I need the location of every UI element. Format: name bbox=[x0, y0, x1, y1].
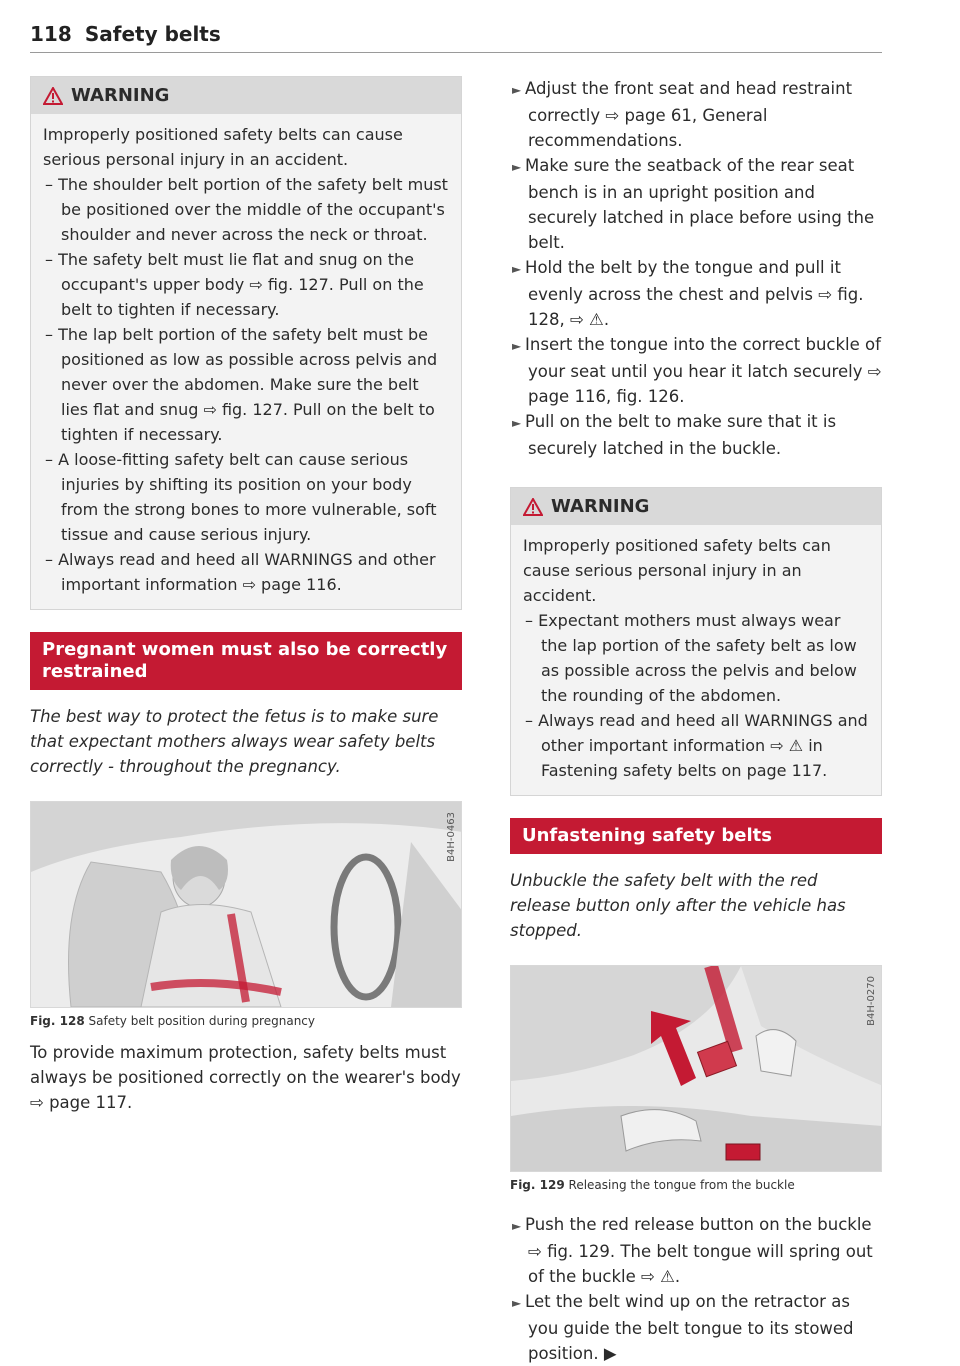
instruction-item: ► Let the belt wind up on the retractor as you guide the belt tongue to its stowed position. ▶ bbox=[512, 1292, 854, 1363]
bullet-arrow-icon: ► bbox=[512, 1296, 526, 1310]
section-title: Pregnant women must also be correctly restrained bbox=[30, 632, 462, 690]
figure-caption-text: Releasing the tongue from the buckle bbox=[568, 1178, 795, 1192]
instruction-item: ► Insert the tongue into the correct buckle of your seat until you hear it latch securely ⇨ page 116, fig. 126. bbox=[512, 335, 882, 406]
warning-item: – Expectant mothers must always wear the lap portion of the safety belt as low as possible across the pelvis and below the rounding of the abdomen. bbox=[525, 611, 857, 705]
instruction-item: ► Hold the belt by the tongue and pull it evenly across the chest and pelvis ⇨ fig. 128, ⇨ ⚠. bbox=[512, 258, 864, 329]
warning-triangle-icon bbox=[43, 87, 63, 105]
section-intro: The best way to protect the fetus is to make sure that expectant mothers always wear safety belts correctly - throughout the pregnancy. bbox=[30, 707, 439, 776]
body-text: To provide maximum protection, safety belts must always be positioned correctly on the wearer's body ⇨ page 117. bbox=[30, 1043, 461, 1112]
release-buckle-illustration bbox=[511, 966, 882, 1171]
bullet-arrow-icon: ► bbox=[512, 416, 526, 430]
warning-body bbox=[31, 114, 461, 609]
figure-code: B4H-0463 bbox=[446, 812, 457, 862]
warning-header bbox=[511, 488, 881, 525]
instruction-item: ► Push the red release button on the buckle ⇨ fig. 129. The belt tongue will spring out of the buckle ⇨ ⚠. bbox=[512, 1215, 873, 1286]
warning-item: – Always read and heed all WARNINGS and other important information ⇨ page 116. bbox=[45, 550, 436, 594]
bullet-arrow-icon: ► bbox=[512, 83, 526, 97]
instruction-list bbox=[510, 76, 882, 461]
bullet-arrow-icon: ► bbox=[512, 1219, 526, 1233]
figure-caption bbox=[510, 1172, 882, 1204]
warning-label: WARNING bbox=[551, 496, 650, 517]
instruction-item: ► Pull on the belt to make sure that it is securely latched in the buckle. bbox=[512, 412, 837, 458]
warning-body bbox=[511, 525, 881, 795]
left-column bbox=[30, 76, 462, 1115]
warning-box bbox=[30, 76, 462, 610]
warning-item: – A loose-fitting safety belt can cause serious injuries by shifting its position on your body from the strong bones to more vulnerable, soft tissue and cause serious injury. bbox=[45, 450, 437, 544]
instruction-item: ► Adjust the front seat and head restraint correctly ⇨ page 61, General recommendations. bbox=[512, 79, 853, 150]
bullet-arrow-icon: ► bbox=[512, 262, 526, 276]
warning-intro: Improperly positioned safety belts can cause serious personal injury in an accident. bbox=[43, 125, 403, 169]
section-intro: Unbuckle the safety belt with the red release button only after the vehicle has stopped. bbox=[510, 871, 846, 940]
page-number: 118 bbox=[30, 22, 72, 46]
figure-caption bbox=[30, 1008, 462, 1040]
pregnancy-belt-illustration bbox=[31, 802, 462, 1007]
warning-triangle-icon bbox=[523, 498, 543, 516]
instruction-list bbox=[510, 1212, 882, 1366]
right-column bbox=[510, 76, 882, 1366]
bullet-arrow-icon: ► bbox=[512, 160, 526, 174]
page-header bbox=[30, 22, 882, 53]
figure-number: Fig. 129 bbox=[510, 1178, 565, 1192]
figure-release-buckle bbox=[510, 965, 882, 1172]
figure-caption-text: Safety belt position during pregnancy bbox=[88, 1014, 315, 1028]
warning-box bbox=[510, 487, 882, 796]
warning-item: – Always read and heed all WARNINGS and other important information ⇨ ⚠ in Fastening safety belts on page 117. bbox=[525, 711, 868, 780]
figure-code: B4H-0270 bbox=[866, 976, 877, 1026]
warning-item: – The safety belt must lie flat and snug on the occupant's upper body ⇨ fig. 127. Pull on the belt to tighten if necessary. bbox=[45, 250, 424, 319]
warning-header bbox=[31, 77, 461, 114]
warning-item: – The lap belt portion of the safety belt must be positioned as low as possible across pelvis and never over the abdomen. Make sure the belt lies flat and snug ⇨ fig. 127. Pull on the belt to tighten if necessary. bbox=[45, 325, 438, 444]
warning-label: WARNING bbox=[71, 85, 170, 106]
instruction-item: ► Make sure the seatback of the rear seat bench is in an upright position and securely latched in place before using the belt. bbox=[512, 156, 875, 252]
warning-item: – The shoulder belt portion of the safety belt must be positioned over the middle of the occupant's shoulder and never across the neck or throat. bbox=[45, 175, 448, 244]
section-title: Unfastening safety belts bbox=[510, 818, 882, 854]
warning-intro: Improperly positioned safety belts can cause serious personal injury in an accident. bbox=[523, 536, 831, 605]
figure-number: Fig. 128 bbox=[30, 1014, 85, 1028]
figure-pregnancy-belt bbox=[30, 801, 462, 1008]
chapter-title: Safety belts bbox=[84, 22, 221, 46]
bullet-arrow-icon: ► bbox=[512, 339, 526, 353]
